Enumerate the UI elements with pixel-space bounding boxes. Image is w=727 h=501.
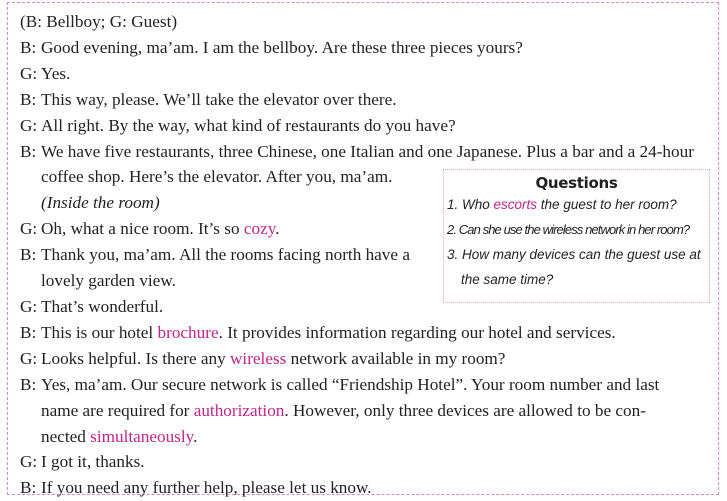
- speaker-label: B:: [20, 37, 37, 57]
- speaker-label: B:: [20, 478, 37, 498]
- line-text: That’s wonderful.: [41, 296, 164, 316]
- speaker-label: G:: [20, 63, 38, 83]
- speaker-label: B:: [20, 374, 37, 394]
- line-text: If you need any further help, please let us know.: [41, 478, 372, 498]
- dialogue-line: [20, 87, 710, 113]
- dialogue-line: [20, 139, 710, 165]
- questions-title: Questions: [535, 174, 618, 192]
- speaker-label: B:: [20, 89, 37, 109]
- dialogue-line: [20, 35, 710, 61]
- question-item: 3. How many devices can the guest use at: [447, 247, 701, 262]
- line-text: Thank you, ma’am. All the rooms facing north have a: [41, 245, 410, 265]
- line-text: We have five restaurants, three Chinese, one Italian and one Japanese. Plus a bar and a 24-hour: [41, 141, 694, 161]
- dialogue-line: [20, 475, 710, 501]
- question-item: 2. Can she use the wireless network in her room?: [447, 222, 690, 237]
- line-text: This way, please. We’ll take the elevator over there.: [41, 89, 397, 109]
- dialogue-line-continuation: [20, 398, 710, 424]
- dialogue-line: [20, 449, 710, 475]
- keyword-highlight: brochure: [157, 322, 219, 342]
- speaker-label: G:: [20, 452, 38, 472]
- speaker-label: B:: [20, 245, 37, 265]
- dialogue-line: [20, 61, 710, 87]
- line-text: network available in my room?: [286, 348, 506, 368]
- line-text: coffee shop. Here’s the elevator. After you, ma’am.: [41, 167, 393, 187]
- line-text: Looks helpful. Is there any: [41, 348, 231, 368]
- keyword-highlight: cozy: [243, 219, 276, 239]
- line-text: .: [193, 426, 198, 446]
- dialogue-line-continuation: [20, 424, 710, 450]
- keyword-highlight: escorts: [493, 197, 538, 212]
- speaker-label: G:: [20, 296, 38, 316]
- legend-text: (B: Bellboy; G: Guest): [20, 12, 178, 31]
- line-text: lovely garden view.: [41, 271, 176, 291]
- line-text: This is our hotel: [41, 322, 158, 342]
- dialogue-line: [20, 372, 710, 398]
- question-item: [444, 192, 709, 217]
- speaker-label: B:: [20, 322, 37, 342]
- line-text: . However, only three devices are allowed to be con-: [284, 400, 646, 420]
- line-text: . It provides information regarding our hotel and services.: [218, 322, 616, 342]
- line-text: Good evening, ma’am. I am the bellboy. Are these three pieces yours?: [41, 37, 523, 57]
- dialogue-line: [20, 320, 710, 346]
- line-text: name are required for: [41, 400, 194, 420]
- dialogue-line: [20, 346, 710, 372]
- line-text: nected: [41, 426, 91, 446]
- line-text: All right. By the way, what kind of restaurants do you have?: [41, 115, 456, 135]
- speaker-label: G:: [20, 219, 38, 239]
- speaker-label: G:: [20, 348, 38, 368]
- speaker-legend: [20, 9, 710, 35]
- question-text: the guest to her room?: [537, 197, 677, 212]
- speaker-label: G:: [20, 115, 38, 135]
- question-text: 1. Who: [447, 197, 494, 212]
- keyword-highlight: simultaneously: [90, 426, 194, 446]
- line-text: Yes, ma’am. Our secure network is called “Friendship Hotel”. Your room number and last: [41, 374, 660, 394]
- line-text: Oh, what a nice room. It’s so: [41, 219, 244, 239]
- line-text: .: [275, 219, 280, 239]
- questions-box: [443, 169, 710, 303]
- stage-direction-text: (Inside the room): [41, 193, 160, 213]
- keyword-highlight: wireless: [230, 348, 287, 368]
- dialogue-line: [20, 113, 710, 139]
- line-text: I got it, thanks.: [41, 452, 145, 472]
- question-item-continuation: the same time?: [461, 272, 554, 287]
- keyword-highlight: authorization: [193, 400, 285, 420]
- speaker-label: B:: [20, 141, 37, 161]
- line-text: Yes.: [41, 63, 71, 83]
